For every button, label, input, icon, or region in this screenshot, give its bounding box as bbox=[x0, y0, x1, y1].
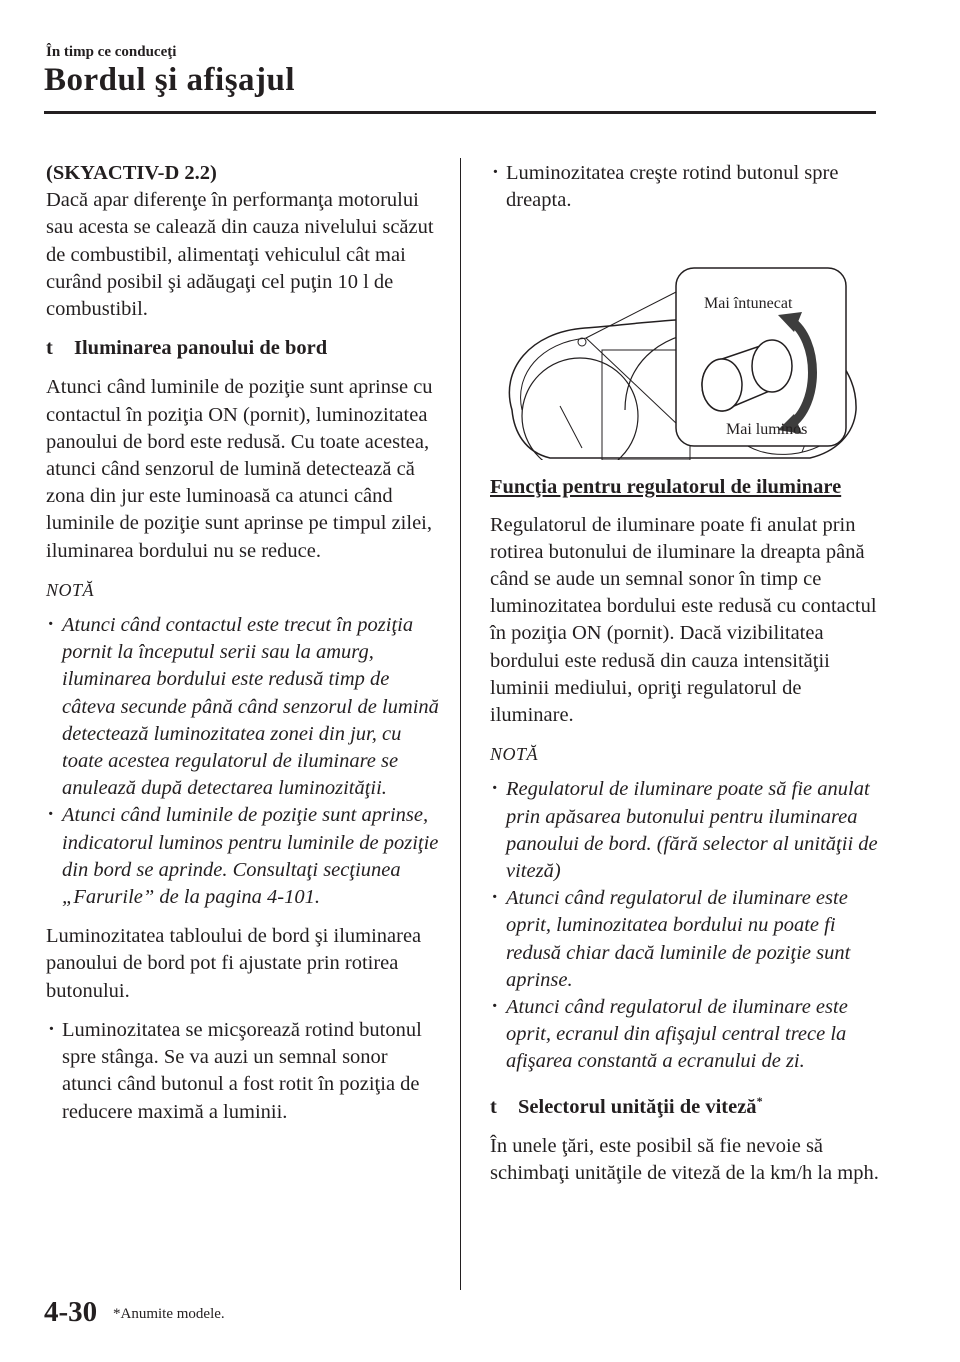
paragraph: Luminozitatea tabloului de bord şi iluminarea panoului de bord pot fi ajustate prin rotirea butonului. bbox=[46, 925, 422, 1002]
bullet-list bbox=[490, 160, 886, 214]
heading-text: Iluminarea panoului de bord bbox=[74, 337, 328, 360]
paragraph: Atunci când luminile de poziţie sunt aprinse cu contactul în poziţia ON (pornit), luminozitatea panoului de bord este redusă. Cu toate acestea, atunci când senzorul de lumină detectează că zona din jur este luminoasă ca atunci când luminile de poziţie sunt aprinse pe timpul zilei, iluminarea bordului nu se reduce. bbox=[46, 376, 433, 562]
note-item: · Atunci când luminile de poziţie sunt aprinse, indicatorul luminos pentru luminile de poziţie din bord se aprinde. Consultaţi secţiunea „Farurile” de la pagina 4-101. bbox=[46, 802, 442, 911]
bullet-item: · Luminozitatea creşte rotind butonul spre dreapta. bbox=[490, 160, 886, 214]
paragraph: În unele ţări, este posibil să fie nevoie să schimbaţi unităţile de viteză de la km/h la mph. bbox=[490, 1134, 879, 1184]
label-darker: Mai întunecat bbox=[704, 295, 793, 313]
skyactiv-title: (SKYACTIV-D 2.2) bbox=[46, 162, 217, 184]
note-item: · Atunci când regulatorul de iluminare este oprit, ecranul din afişajul central trece la afişarea constantă a ecranului de zi. bbox=[490, 994, 886, 1076]
footnote: *Anumite modele. bbox=[113, 1306, 225, 1322]
section-label: În timp ce conduceţi bbox=[46, 44, 177, 60]
bullet-item: · Luminozitatea se micşorează rotind butonul spre stânga. Se va auzi un semnal sonor atunci când butonul a fost rotit în poziţia de reducere maximă a luminii. bbox=[46, 1017, 442, 1126]
right-column bbox=[490, 160, 886, 1199]
subheading: Funcţia pentru regulatorul de iluminare bbox=[490, 476, 842, 499]
column-divider bbox=[460, 158, 461, 1290]
dimmer-figure bbox=[490, 220, 860, 460]
note-item: · Regulatorul de iluminare poate să fie anulat prin apăsarea butonului pentru iluminarea panoului de bord. (fără selector al unităţii de viteză) bbox=[490, 776, 886, 885]
title-rule bbox=[44, 111, 876, 114]
paragraph: Regulatorul de iluminare poate fi anulat prin rotirea butonului de iluminare la dreapta până când se aude un semnal sonor în timp ce luminozitatea bordului este redusă cu contactul în poziţia ON (pornit). Dacă vizibilitatea bordului este redusă din cauza intensităţii luminii mediului, opriţi regulatorul de iluminare. bbox=[490, 513, 877, 727]
page-title: Bordul şi afişajul bbox=[44, 62, 296, 98]
label-brighter: Mai luminos bbox=[726, 421, 808, 439]
page-number: 4-30 bbox=[44, 1296, 98, 1328]
footnote-marker: * bbox=[756, 1093, 763, 1108]
note-list bbox=[490, 776, 886, 1075]
note-item: · Atunci când contactul este trecut în poziţia pornit la începutul serii sau la amurg, iluminarea bordului este redusă timp de câteva secunde până când senzorul de lumină detectează luminozitatea zonei din jur, cu toate acestea regulatorul de iluminare se anulează după detectarea luminozităţii. bbox=[46, 612, 442, 802]
note-label: NOTĂ bbox=[46, 579, 95, 600]
section-heading bbox=[46, 335, 442, 362]
note-item: · Atunci când regulatorul de iluminare este oprit, luminozitatea bordului nu poate fi redusă chiar dacă luminile de poziţie sunt aprinse. bbox=[490, 885, 886, 994]
section-heading bbox=[490, 1088, 886, 1121]
bullet-list bbox=[46, 1017, 442, 1126]
heading-text: Selectorul unităţii de viteză* bbox=[518, 1093, 763, 1118]
skyactiv-text: Dacă apar diferenţe în performanţa motorului sau acesta se calează din cauza nivelului scăzut de combustibil, alimentaţi vehiculul cât mai curând posibil şi adăugaţi cel puţin 10 l de combustibil. bbox=[46, 189, 434, 321]
note-list bbox=[46, 612, 442, 911]
heading-marker: t bbox=[46, 337, 53, 360]
heading-marker: t bbox=[490, 1095, 497, 1118]
note-label: NOTĂ bbox=[490, 744, 539, 765]
left-column bbox=[46, 160, 442, 1138]
